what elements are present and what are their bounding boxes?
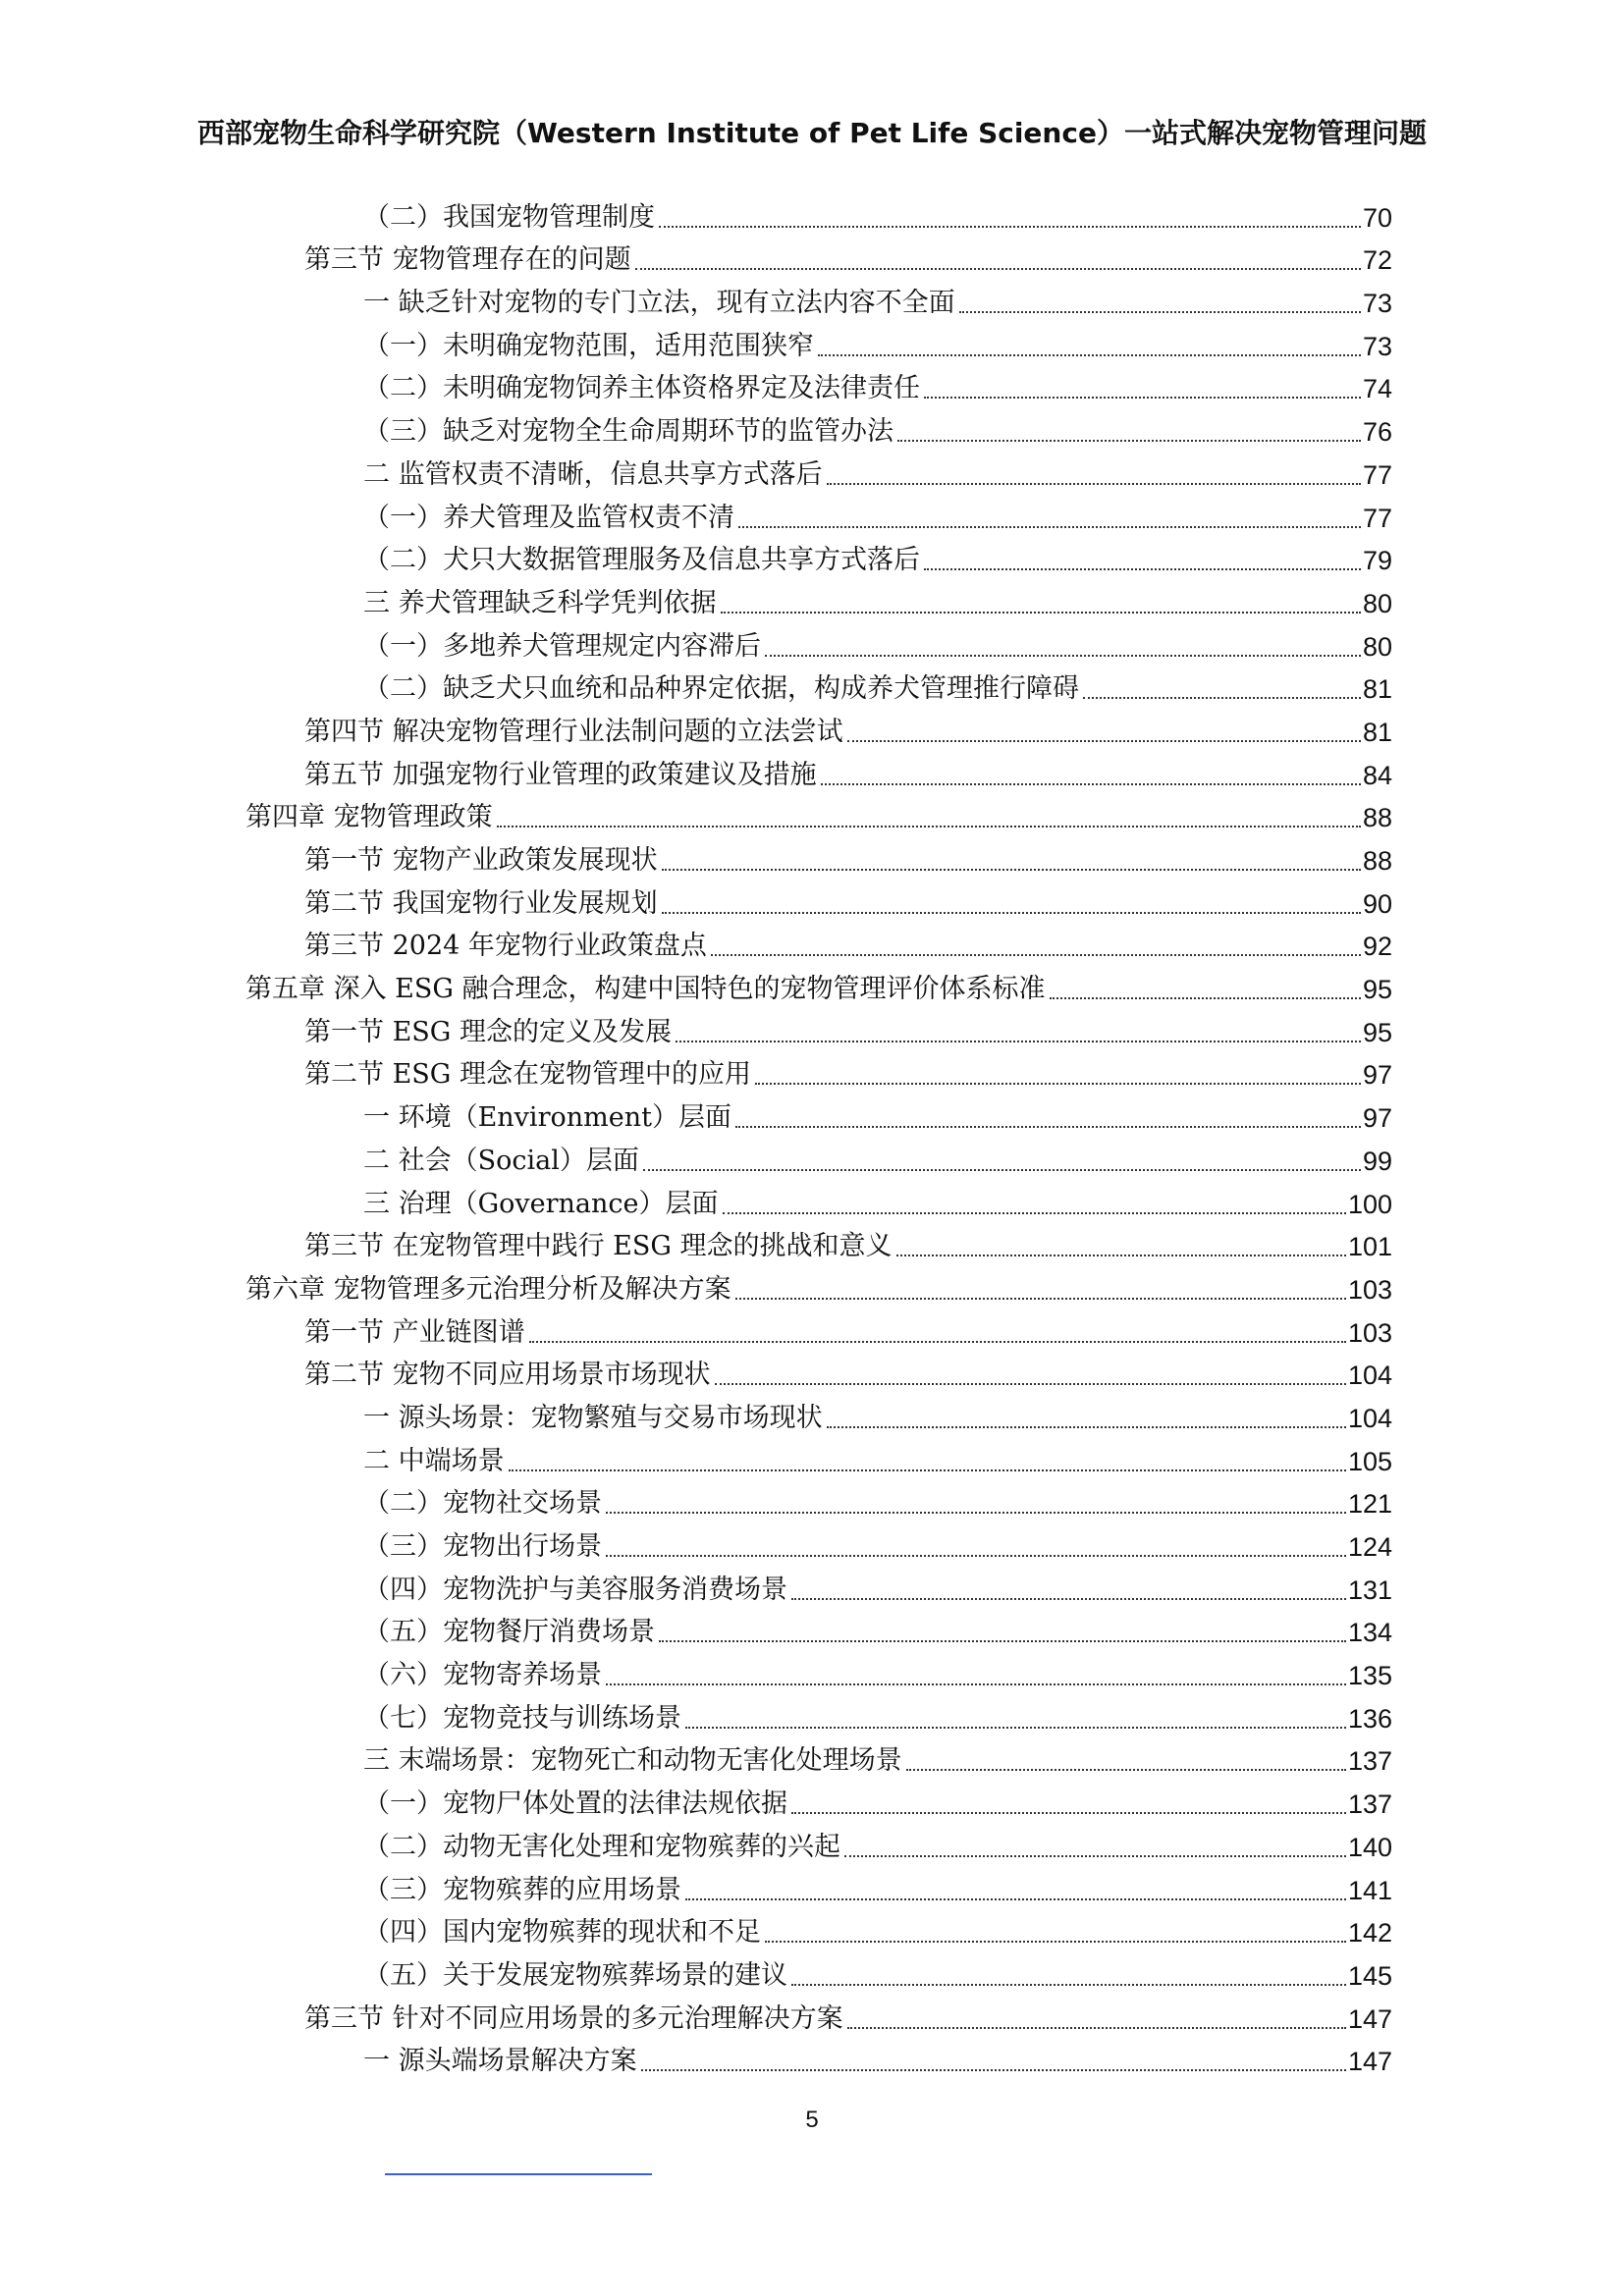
toc-entry-title: （一）养犬管理及监管权责不清 [363, 502, 734, 533]
toc-entry[interactable] [0, 1442, 1624, 1485]
toc-entry[interactable] [0, 1785, 1624, 1828]
toc-entry-title: 第一节 ESG 理念的定义及发展 [304, 1016, 672, 1047]
toc-dot-leader [606, 1554, 1346, 1557]
toc-entry-title: （二）缺乏犬只血统和品种界定依据，构成养犬管理推行障碍 [363, 673, 1079, 705]
toc-entry-title: 一 缺乏针对宠物的专门立法，现有立法内容不全面 [363, 288, 955, 319]
toc-entry-title: （二）未明确宠物饲养主体资格界定及法律责任 [363, 373, 920, 404]
toc-entry[interactable] [0, 2043, 1624, 2086]
toc-entry[interactable] [0, 1656, 1624, 1699]
toc-entry-title: （一）未明确宠物范围，适用范围狭窄 [363, 330, 814, 361]
toc-entry[interactable] [0, 1399, 1624, 1442]
toc-dot-leader [847, 739, 1361, 742]
toc-dot-leader [791, 1811, 1346, 1814]
toc-dot-leader [897, 439, 1361, 442]
toc-entry-page: 140 [1347, 1832, 1392, 1862]
toc-entry[interactable] [0, 1742, 1624, 1786]
toc-dot-leader [755, 1082, 1361, 1085]
toc-entry-title: 第二节 我国宠物行业发展规划 [304, 887, 658, 919]
toc-entry-page: 105 [1347, 1446, 1392, 1476]
toc-entry[interactable] [0, 1871, 1624, 1914]
toc-entry-page: 80 [1362, 588, 1392, 618]
toc-dot-leader [721, 611, 1361, 614]
toc-entry-title: 第六章 宠物管理多元治理分析及解决方案 [245, 1273, 731, 1305]
toc-entry-page: 124 [1347, 1532, 1392, 1562]
toc-entry-title: 第二节 宠物不同应用场景市场现状 [304, 1360, 711, 1391]
toc-entry[interactable] [0, 970, 1624, 1013]
toc-entry-title: （五）关于发展宠物殡葬场景的建议 [363, 1959, 787, 1991]
toc-dot-leader [765, 654, 1361, 657]
toc-dot-leader [606, 1511, 1346, 1514]
footnote-separator [385, 2173, 652, 2175]
toc-entry-page: 84 [1362, 760, 1392, 790]
toc-entry-title: （四）宠物洗护与美容服务消费场景 [363, 1574, 787, 1605]
toc-dot-leader [738, 525, 1361, 528]
toc-dot-leader [791, 1597, 1346, 1600]
toc-dot-leader [924, 567, 1361, 570]
toc-entry-title: 第二节 ESG 理念在宠物管理中的应用 [304, 1059, 751, 1091]
toc-dot-leader [659, 225, 1361, 228]
toc-entry-title: （二）宠物社交场景 [363, 1488, 602, 1520]
toc-entry-title: （六）宠物寄养场景 [363, 1660, 602, 1691]
toc-entry-title: 一 环境（Environment）层面 [363, 1102, 731, 1134]
toc-entry-page: 145 [1347, 1960, 1392, 1991]
toc-entry-page: 79 [1362, 546, 1392, 576]
toc-entry-title: （一）多地养犬管理规定内容滞后 [363, 630, 761, 662]
toc-entry-page: 104 [1347, 1403, 1392, 1433]
toc-dot-leader [1083, 696, 1361, 699]
toc-entry-page: 88 [1362, 846, 1392, 876]
toc-entry-page: 131 [1347, 1575, 1392, 1605]
toc-entry-title: （四）国内宠物殡葬的现状和不足 [363, 1917, 761, 1949]
toc-entry-page: 80 [1362, 631, 1392, 662]
toc-entry-page: 76 [1362, 417, 1392, 448]
toc-entry-title: 第三节 在宠物管理中践行 ESG 理念的挑战和意义 [304, 1231, 893, 1262]
toc-entry[interactable] [0, 1185, 1624, 1228]
toc-entry-title: 第五章 深入 ESG 融合理念，构建中国特色的宠物管理评价体系标准 [245, 974, 1046, 1005]
toc-entry-title: 第四章 宠物管理政策 [245, 802, 493, 833]
toc-dot-leader [735, 1125, 1361, 1128]
toc-entry-page: 136 [1347, 1703, 1392, 1734]
toc-entry[interactable] [0, 1485, 1624, 1528]
toc-dot-leader [723, 1211, 1346, 1214]
toc-entry[interactable] [0, 327, 1624, 370]
page-header: 西部宠物生命科学研究院（Western Institute of Pet Life Science）一站式解决宠物管理问题 [197, 117, 1427, 149]
toc-dot-leader [529, 1340, 1346, 1343]
toc-entry[interactable] [0, 499, 1624, 542]
toc-entry-page: 97 [1362, 1060, 1392, 1091]
toc-entry-page: 90 [1362, 888, 1392, 919]
page-number: 5 [805, 2107, 819, 2133]
toc-entry[interactable] [0, 799, 1624, 842]
toc-entry[interactable] [0, 1142, 1624, 1185]
toc-entry[interactable] [0, 2000, 1624, 2043]
toc-entry[interactable] [0, 1828, 1624, 1871]
toc-entry-title: 一 源头场景：宠物繁殖与交易市场现状 [363, 1402, 823, 1433]
toc-entry-title: 第五节 加强宠物行业管理的政策建议及措施 [304, 759, 817, 790]
toc-entry-title: （五）宠物餐厅消费场景 [363, 1617, 655, 1648]
toc-entry[interactable] [0, 670, 1624, 714]
toc-dot-leader [906, 1768, 1346, 1771]
toc-dot-leader [643, 1168, 1361, 1171]
toc-entry-title: 二 监管权责不清晰，信息共享方式落后 [363, 458, 823, 490]
toc-entry-page: 137 [1347, 1746, 1392, 1777]
toc-entry[interactable] [0, 1614, 1624, 1657]
toc-dot-leader [641, 2068, 1346, 2071]
toc-entry-page: 73 [1362, 331, 1392, 361]
toc-entry[interactable] [0, 1527, 1624, 1571]
toc-entry-page: 104 [1347, 1361, 1392, 1391]
toc-dot-leader [821, 782, 1361, 785]
toc-entry[interactable] [0, 542, 1624, 585]
toc-entry-page: 74 [1362, 374, 1392, 404]
toc-entry[interactable] [0, 756, 1624, 799]
toc-entry-page: 121 [1347, 1489, 1392, 1520]
toc-entry[interactable] [0, 1270, 1624, 1313]
toc-dot-leader [509, 1468, 1346, 1471]
toc-entry[interactable] [0, 1914, 1624, 1957]
toc-dot-leader [635, 267, 1361, 270]
toc-dot-leader [827, 1425, 1346, 1428]
toc-entry-page: 77 [1362, 459, 1392, 490]
toc-entry-title: （二）犬只大数据管理服务及信息共享方式落后 [363, 545, 920, 576]
toc-entry[interactable] [0, 284, 1624, 327]
toc-dot-leader [896, 1254, 1346, 1256]
toc-entry-page: 72 [1362, 245, 1392, 276]
toc-dot-leader [606, 1682, 1346, 1685]
toc-entry-title: 第四节 解决宠物管理行业法制问题的立法尝试 [304, 716, 843, 747]
toc-entry-page: 97 [1362, 1103, 1392, 1134]
toc-dot-leader [844, 1854, 1346, 1857]
toc-entry-page: 81 [1362, 717, 1392, 747]
toc-entry[interactable] [0, 198, 1624, 241]
toc-entry[interactable] [0, 241, 1624, 285]
toc-entry-page: 70 [1362, 202, 1392, 233]
toc-entry-page: 100 [1347, 1189, 1392, 1219]
toc-entry[interactable] [0, 1956, 1624, 2000]
toc-entry-title: （三）缺乏对宠物全生命周期环节的监管办法 [363, 416, 893, 448]
toc-entry[interactable] [0, 841, 1624, 884]
toc-entry[interactable] [0, 412, 1624, 455]
toc-entry-page: 101 [1347, 1232, 1392, 1262]
toc-entry-page: 81 [1362, 674, 1392, 705]
toc-entry-title: 三 末端场景：宠物死亡和动物无害化处理场景 [363, 1745, 902, 1777]
toc-dot-leader [676, 1040, 1361, 1042]
toc-dot-leader [765, 1940, 1346, 1943]
toc-entry[interactable] [0, 627, 1624, 670]
toc-dot-leader [735, 1297, 1346, 1300]
toc-dot-leader [711, 953, 1361, 956]
toc-entry[interactable] [0, 1357, 1624, 1400]
toc-entry[interactable] [0, 928, 1624, 971]
toc-entry[interactable] [0, 1228, 1624, 1271]
toc-entry[interactable] [0, 1056, 1624, 1099]
toc-entry-page: 77 [1362, 503, 1392, 533]
toc-entry-title: 三 养犬管理缺乏科学凭判依据 [363, 587, 717, 618]
toc-dot-leader [662, 868, 1361, 871]
toc-entry-title: 一 源头端场景解决方案 [363, 2046, 637, 2077]
toc-entry[interactable] [0, 370, 1624, 413]
toc-dot-leader [847, 2026, 1346, 2029]
toc-entry[interactable] [0, 1571, 1624, 1614]
toc-entry-page: 147 [1347, 2047, 1392, 2077]
toc-entry-page: 137 [1347, 1789, 1392, 1820]
toc-entry-title: （三）宠物殡葬的应用场景 [363, 1874, 681, 1905]
toc-entry-page: 103 [1347, 1274, 1392, 1305]
toc-dot-leader [1050, 996, 1361, 999]
toc-dot-leader [685, 1726, 1346, 1729]
toc-entry[interactable] [0, 884, 1624, 928]
toc-entry-page: 142 [1347, 1918, 1392, 1949]
toc-entry[interactable] [0, 584, 1624, 627]
toc-dot-leader [685, 1897, 1346, 1900]
toc-entry-page: 103 [1347, 1317, 1392, 1348]
toc-entry-page: 95 [1362, 1017, 1392, 1047]
toc-entry-page: 99 [1362, 1146, 1392, 1176]
toc-entry[interactable] [0, 1098, 1624, 1142]
toc-entry-title: 第一节 产业链图谱 [304, 1316, 525, 1348]
toc-dot-leader [497, 825, 1361, 828]
toc-entry[interactable] [0, 1013, 1624, 1056]
toc-entry-title: 第三节 针对不同应用场景的多元治理解决方案 [304, 2002, 843, 2034]
toc-entry-title: 三 治理（Governance）层面 [363, 1188, 719, 1219]
toc-entry-page: 147 [1347, 2003, 1392, 2034]
toc-entry[interactable] [0, 1313, 1624, 1357]
toc-entry-title: 第三节 宠物管理存在的问题 [304, 244, 631, 276]
toc-entry-title: （七）宠物竞技与训练场景 [363, 1702, 681, 1734]
toc-dot-leader [827, 482, 1361, 485]
toc-entry-page: 92 [1362, 932, 1392, 962]
toc-entry[interactable] [0, 713, 1624, 756]
toc-entry[interactable] [0, 455, 1624, 499]
toc-entry-page: 134 [1347, 1618, 1392, 1648]
toc-entry-page: 73 [1362, 289, 1392, 319]
toc-entry-title: （三）宠物出行场景 [363, 1531, 602, 1562]
toc-dot-leader [818, 353, 1361, 356]
toc-dot-leader [659, 1639, 1346, 1642]
toc-entry-title: 二 社会（Social）层面 [363, 1145, 639, 1176]
toc-entry-page: 141 [1347, 1875, 1392, 1905]
toc-dot-leader [924, 396, 1361, 399]
toc-entry-page: 135 [1347, 1661, 1392, 1691]
toc-entry-page: 95 [1362, 975, 1392, 1005]
toc-entry-page: 88 [1362, 803, 1392, 833]
toc-entry-title: 第三节 2024 年宠物行业政策盘点 [304, 931, 707, 962]
toc-entry-title: （二）我国宠物管理制度 [363, 201, 655, 233]
toc-dot-leader [662, 911, 1361, 914]
toc-dot-leader [791, 1983, 1346, 1986]
toc-entry-title: 第一节 宠物产业政策发展现状 [304, 845, 658, 876]
toc-dot-leader [715, 1382, 1346, 1385]
toc-entry-title: 二 中端场景 [363, 1445, 505, 1476]
toc-dot-leader [959, 310, 1361, 313]
table-of-contents [0, 198, 1624, 2085]
toc-entry[interactable] [0, 1699, 1624, 1742]
toc-entry-title: （一）宠物尸体处置的法律法规依据 [363, 1789, 787, 1820]
toc-entry-title: （二）动物无害化处理和宠物殡葬的兴起 [363, 1831, 840, 1862]
